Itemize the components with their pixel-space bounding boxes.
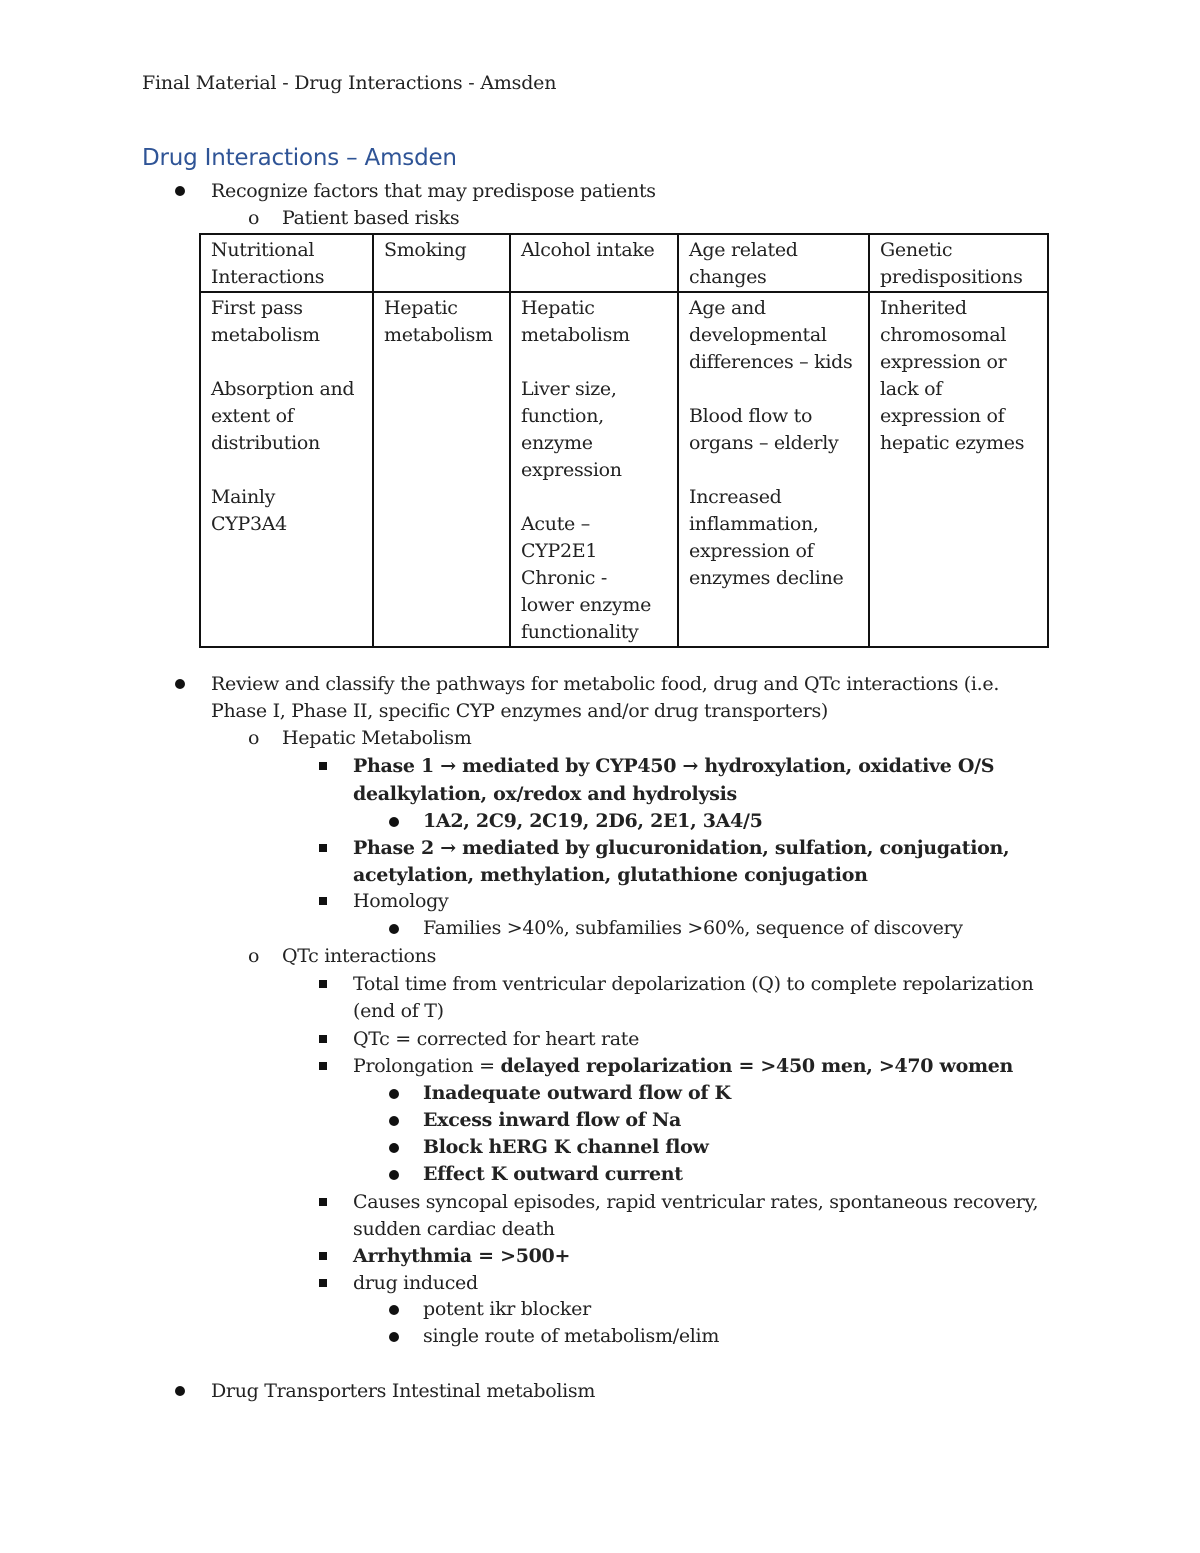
bullet-dot xyxy=(389,817,399,827)
circle-marker: o xyxy=(248,727,260,749)
square-marker xyxy=(319,1035,327,1043)
header-age: Age related changes xyxy=(678,234,869,292)
bullet-dot xyxy=(389,1116,399,1126)
square-marker xyxy=(319,980,327,988)
qtc-corrected: QTc = corrected for heart rate xyxy=(353,1028,640,1050)
bullet-dot xyxy=(175,1386,185,1396)
phase1-line1: Phase 1 → mediated by CYP450 → hydroxylation, oxidative O/S xyxy=(353,755,995,777)
square-marker xyxy=(319,762,327,770)
table-header-row xyxy=(200,234,1048,292)
phase2-line1: Phase 2 → mediated by glucuronidation, sulfation, conjugation, xyxy=(353,837,1010,859)
qtc-drug-induced: drug induced xyxy=(353,1272,478,1294)
square-marker xyxy=(319,1062,327,1070)
patient-risk-table xyxy=(199,233,1049,648)
cell-age: Age and developmental differences – kids Blood flow to organs – elderly Increased inflammation, expression of enzymes decline xyxy=(678,292,869,647)
cell-nutritional: First pass metabolism Absorption and extent of distribution Mainly CYP3A4 xyxy=(200,292,373,647)
qtc-causes-line2: sudden cardiac death xyxy=(353,1218,555,1240)
square-marker xyxy=(319,897,327,905)
qtc-causes-line1: Causes syncopal episodes, rapid ventricular rates, spontaneous recovery, xyxy=(353,1191,1039,1213)
phase2-line2: acetylation, methylation, glutathione conjugation xyxy=(353,864,868,886)
sub-patient-risks: Patient based risks xyxy=(282,207,460,229)
page-header: Final Material - Drug Interactions - Amsden xyxy=(142,72,557,94)
bullet-review-line2: Phase I, Phase II, specific CYP enzymes and/or drug transporters) xyxy=(211,700,829,722)
cell-genetic: Inherited chromosomal expression or lack of expression of hepatic ezymes xyxy=(869,292,1048,647)
homology-item: Homology xyxy=(353,890,449,912)
table-row xyxy=(200,292,1048,647)
square-marker xyxy=(319,844,327,852)
section-heading: Drug Interactions – Amsden xyxy=(142,145,457,171)
phase1-line2: dealkylation, ox/redox and hydrolysis xyxy=(353,783,737,805)
circle-marker: o xyxy=(248,207,260,229)
bullet-dot xyxy=(389,1170,399,1180)
drug-induced-item: potent ikr blocker xyxy=(423,1298,591,1320)
circle-marker: o xyxy=(248,945,260,967)
prolongation-value: delayed repolarization = >450 men, >470 women xyxy=(500,1055,1014,1077)
prolongation-cause: Effect K outward current xyxy=(423,1163,683,1185)
qtc-total-line1: Total time from ventricular depolarization (Q) to complete repolarization xyxy=(353,973,1034,995)
qtc-arrhythmia: Arrhythmia = >500+ xyxy=(353,1245,571,1267)
prolongation-label: Prolongation = xyxy=(353,1055,501,1077)
cell-alcohol: Hepatic metabolism Liver size, function, enzyme expression Acute – CYP2E1 Chronic - lower enzyme functionality xyxy=(510,292,678,647)
phase1-cyp-list: 1A2, 2C9, 2C19, 2D6, 2E1, 3A4/5 xyxy=(423,810,763,832)
prolongation-cause: Block hERG K channel flow xyxy=(423,1136,709,1158)
header-genetic: Genetic predispositions xyxy=(869,234,1048,292)
prolongation-cause: Excess inward flow of Na xyxy=(423,1109,682,1131)
square-marker xyxy=(319,1279,327,1287)
prolongation-cause: Inadequate outward flow of K xyxy=(423,1082,731,1104)
bullet-dot xyxy=(175,186,185,196)
bullet-dot xyxy=(389,924,399,934)
bullet-dot xyxy=(389,1305,399,1315)
bullet-dot xyxy=(175,679,185,689)
header-smoking: Smoking xyxy=(373,234,510,292)
bullet-review-line1: Review and classify the pathways for metabolic food, drug and QTc interactions (i.e. xyxy=(211,673,1000,695)
bullet-recognize-factors: Recognize factors that may predispose patients xyxy=(211,180,656,202)
square-marker xyxy=(319,1198,327,1206)
drug-induced-item: single route of metabolism/elim xyxy=(423,1325,720,1347)
bullet-drug-transporters: Drug Transporters Intestinal metabolism xyxy=(211,1380,596,1402)
qtc-prolongation xyxy=(353,1053,1013,1080)
bullet-dot xyxy=(389,1089,399,1099)
homology-families: Families >40%, subfamilies >60%, sequence of discovery xyxy=(423,917,963,939)
header-nutritional: Nutritional Interactions xyxy=(200,234,373,292)
sub-qtc-interactions: QTc interactions xyxy=(282,945,437,967)
header-alcohol: Alcohol intake xyxy=(510,234,678,292)
cell-smoking: Hepatic metabolism xyxy=(373,292,510,647)
sub-hepatic-metabolism: Hepatic Metabolism xyxy=(282,727,472,749)
bullet-dot xyxy=(389,1332,399,1342)
qtc-total-line2: (end of T) xyxy=(353,1000,444,1022)
bullet-dot xyxy=(389,1143,399,1153)
square-marker xyxy=(319,1252,327,1260)
